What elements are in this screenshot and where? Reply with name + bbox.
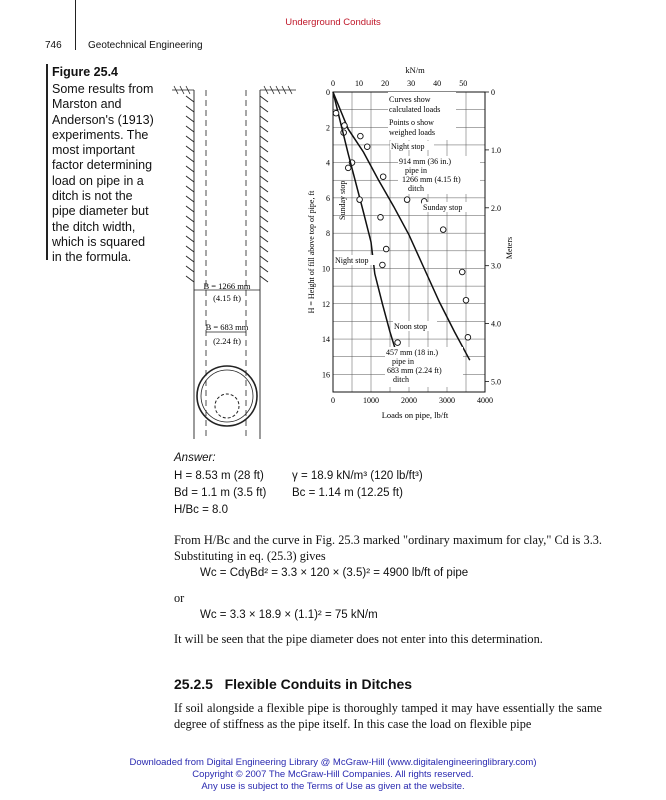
caption-line: most important <box>52 143 135 158</box>
ditch-illustration <box>172 84 296 444</box>
top-tick-label: 40 <box>433 79 442 88</box>
x-tick-label: 2000 <box>401 396 417 405</box>
top-tick-label: 0 <box>331 79 335 88</box>
answer-left-2: Bd = 1.1 m (3.5 ft) <box>174 487 267 499</box>
figure-label: Figure 25.4 <box>52 65 118 79</box>
top-axis-unit: kN/m <box>405 65 425 75</box>
data-point <box>345 165 351 171</box>
right-tick-label: 3.0 <box>491 261 501 271</box>
answer-heading: Answer: <box>174 452 216 464</box>
data-point <box>463 297 469 303</box>
y-tick-label: 12 <box>322 299 330 309</box>
data-point <box>364 144 370 150</box>
data-point <box>380 174 386 180</box>
x-tick-label: 4000 <box>477 396 493 405</box>
caption-line: in the formula. <box>52 250 132 265</box>
caption-rule <box>46 64 48 260</box>
footer-copyright: Copyright © 2007 The McGraw-Hill Companies. All rights reserved. <box>192 769 474 780</box>
ground-hatch <box>172 86 296 94</box>
y-axis-label: H = Height of fill above top of pipe, ft <box>307 190 316 314</box>
annotation-sunday-stop-right: Sunday stop <box>423 203 463 212</box>
caption-line: the ditch width, <box>52 219 136 234</box>
right-tick-label: 4.0 <box>491 319 501 329</box>
y-tick-label: 10 <box>322 264 330 274</box>
header-rule <box>75 0 76 50</box>
caption-line: factor determining <box>52 158 153 173</box>
answer-right-2: Bc = 1.14 m (12.25 ft) <box>292 487 403 499</box>
y-tick-label: 8 <box>326 229 330 239</box>
answer-left-1: H = 8.53 m (28 ft) <box>174 470 264 482</box>
section-heading: 25.2.5 Flexible Conduits in Ditches <box>174 676 413 692</box>
annotation-pipe-457: ditch <box>393 375 409 384</box>
ditch-width-narrow-ft: (2.24 ft) <box>213 336 241 346</box>
equation-1: Wc = CdγBd² = 3.3 × 120 × (3.5)² = 4900 lb/ft of pipe <box>200 567 469 579</box>
data-point <box>459 269 465 275</box>
right-tick-label: 1.0 <box>491 145 501 155</box>
caption-line: Marston and <box>52 97 122 112</box>
caption-line: experiments. The <box>52 127 149 142</box>
caption-line: load on pipe in a <box>52 173 144 188</box>
y-tick-label: 2 <box>326 123 330 133</box>
paragraph-2: It will be seen that the pipe diameter does not enter into this determination. <box>174 632 543 646</box>
ditch-wall-left <box>186 90 194 439</box>
right-tick-label: 2.0 <box>491 203 501 213</box>
annotation-pipe-457: 457 mm (18 in.) <box>386 348 438 357</box>
annotation-pipe-457: 683 mm (2.24 ft) <box>387 366 442 375</box>
annotation-night-stop-low: Night stop <box>335 256 369 265</box>
answer-right-1: γ = 18.9 kN/m³ (120 lb/ft³) <box>292 470 423 482</box>
data-point <box>333 110 339 116</box>
large-pipe-inner <box>201 370 253 422</box>
legend-line: weighed loads <box>389 128 435 137</box>
caption-line: which is squared <box>52 234 146 249</box>
data-point <box>380 262 386 268</box>
paragraph-3: If soil alongside a flexible pipe is thoroughly tamped it may have essentially the same degree of stiffness as the pipe itself. In this case the load on flexible pipe <box>174 701 602 731</box>
caption-line: Anderson's (1913) <box>52 112 154 127</box>
annotation-night-stop-top: Night stop <box>391 142 425 151</box>
right-tick-label: 0 <box>491 88 495 97</box>
top-tick-label: 10 <box>355 79 364 88</box>
equation-2: Wc = 3.3 × 18.9 × (1.1)² = 75 kN/m <box>200 609 378 621</box>
page-number: 746 <box>45 40 62 51</box>
ditch-width-narrow: B = 683 mm <box>205 322 249 332</box>
annotation-sunday-stop-left: Sunday stop <box>338 180 347 220</box>
figure-caption <box>52 82 162 266</box>
y-tick-label: 0 <box>326 88 330 97</box>
ditch-width-wide: B = 1266 mm <box>203 281 251 291</box>
small-pipe <box>215 394 239 418</box>
data-point <box>404 197 410 203</box>
legend-line: Curves show <box>389 95 431 104</box>
data-point <box>395 340 401 346</box>
running-title: Underground Conduits <box>285 17 381 28</box>
right-axis-label: Meters <box>505 236 514 260</box>
annotation-pipe-914: ditch <box>408 184 424 193</box>
annotation-pipe-914: pipe in <box>405 166 427 175</box>
ditch-wall-right <box>260 90 268 439</box>
annotation-noon-stop: Noon stop <box>394 322 428 331</box>
x-axis-label: Loads on pipe, lb/ft <box>381 410 449 420</box>
data-point <box>358 133 364 139</box>
caption-line: ditch is not the <box>52 189 133 204</box>
x-tick-label: 1000 <box>363 396 379 405</box>
paragraph-1: From H/Bc and the curve in Fig. 25.3 marked "ordinary maximum for clay," Cd is 3.3. Substituting in eq. (25.3) gives <box>174 533 602 563</box>
x-tick-label: 0 <box>331 396 335 405</box>
footer-terms[interactable]: Any use is subject to the Terms of Use as given at the website. <box>201 781 465 792</box>
data-point <box>342 123 348 129</box>
book-title: Geotechnical Engineering <box>88 40 203 51</box>
y-tick-label: 14 <box>322 335 330 345</box>
answer-left-3: H/Bc = 8.0 <box>174 504 229 516</box>
annotation-pipe-914: 914 mm (36 in.) <box>399 157 451 166</box>
y-tick-label: 4 <box>326 158 330 168</box>
right-tick-label: 5.0 <box>491 377 501 387</box>
legend-line: calculated loads <box>389 105 441 114</box>
footer-download[interactable]: Downloaded from Digital Engineering Library @ McGraw-Hill (www.digitalengineeringlibrary.com) <box>129 757 537 768</box>
caption-line: Some results from <box>52 82 154 96</box>
top-tick-label: 50 <box>459 79 468 88</box>
top-tick-label: 20 <box>381 79 390 88</box>
load-chart <box>300 62 530 430</box>
data-point <box>440 227 446 233</box>
ditch-width-wide-ft: (4.15 ft) <box>213 293 241 303</box>
data-point <box>465 334 471 340</box>
top-tick-label: 30 <box>407 79 416 88</box>
data-point <box>378 214 384 220</box>
data-point <box>357 197 363 203</box>
y-tick-label: 6 <box>326 193 330 203</box>
data-point <box>383 246 389 252</box>
or-text: or <box>174 591 185 605</box>
caption-line: pipe diameter but <box>52 204 149 219</box>
legend-line: Points o show <box>389 118 434 127</box>
annotation-pipe-914: 1266 mm (4.15 ft) <box>402 175 461 184</box>
x-tick-label: 3000 <box>439 396 455 405</box>
annotation-pipe-457: pipe in <box>392 357 414 366</box>
y-tick-label: 16 <box>322 370 330 380</box>
